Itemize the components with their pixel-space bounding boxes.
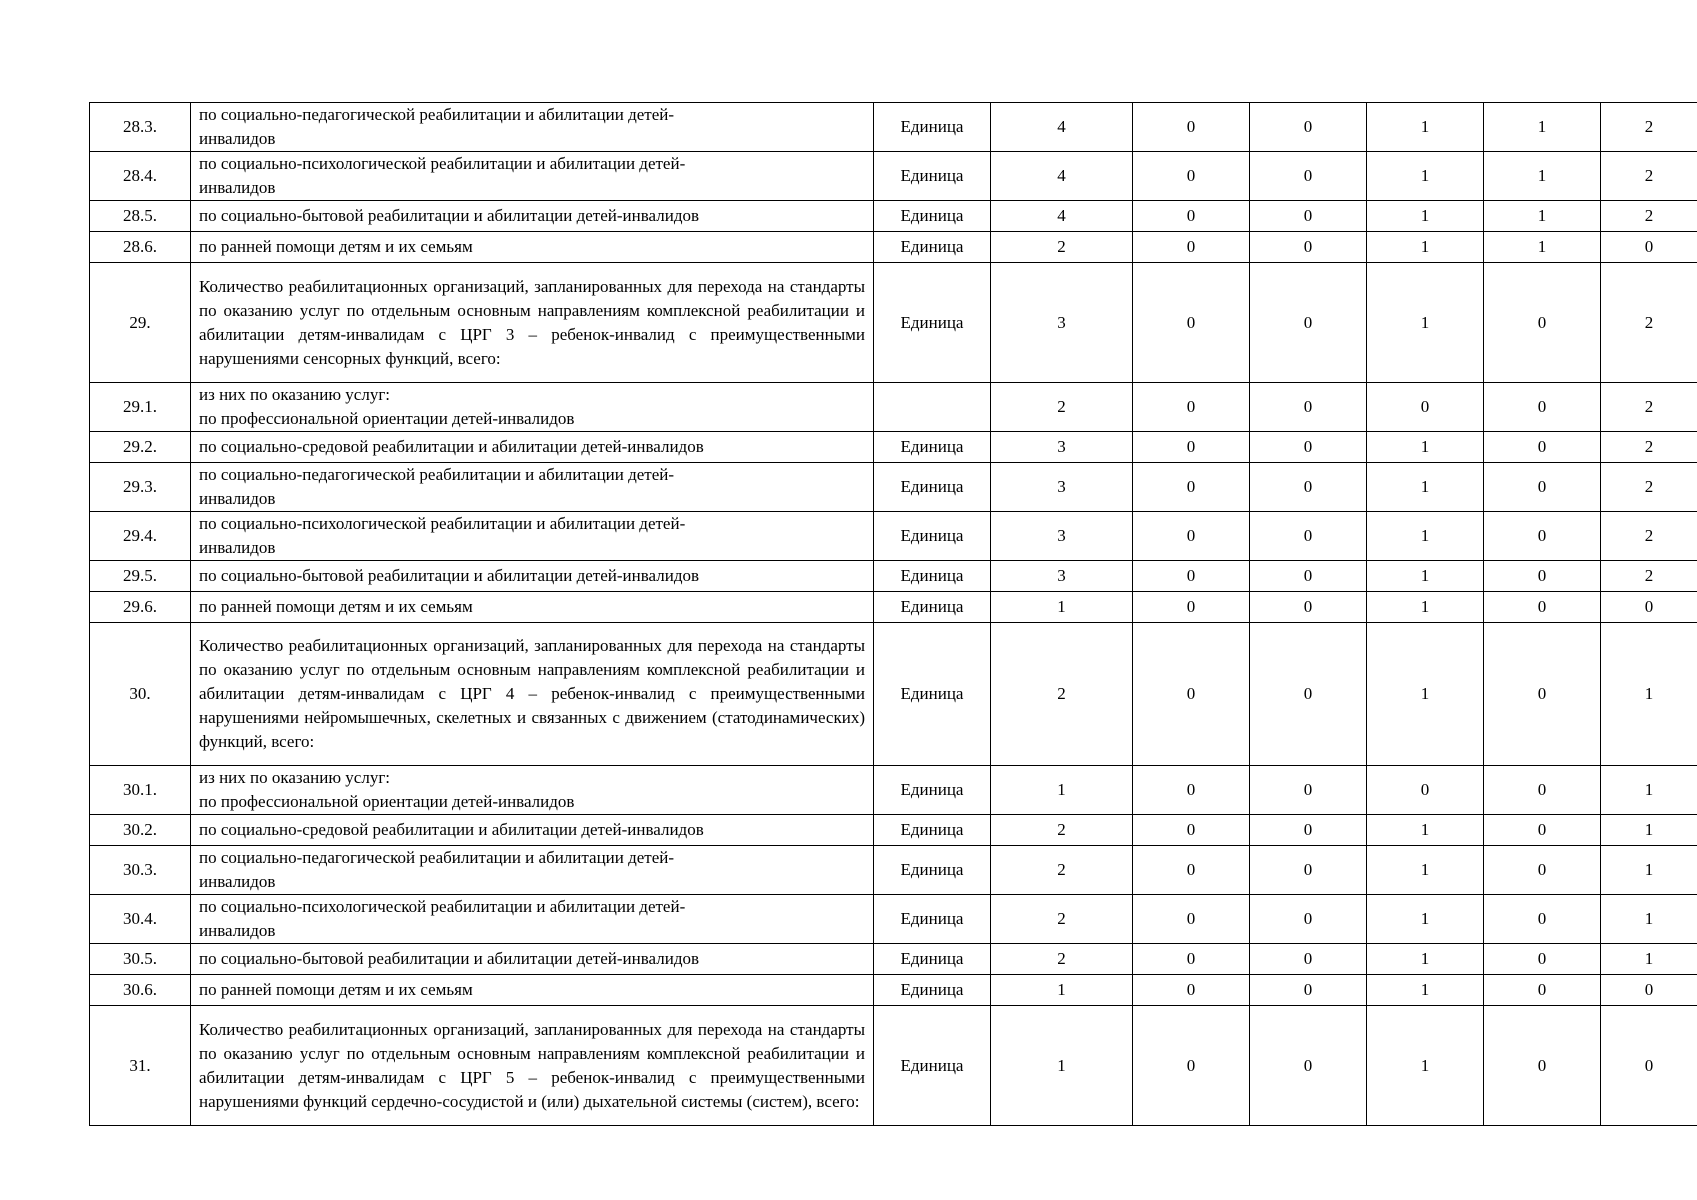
unit-cell: Единица: [874, 561, 991, 592]
value-cell: 1: [1367, 201, 1484, 232]
value-cell: 3: [991, 263, 1133, 383]
value-cell: 0: [1601, 975, 1697, 1006]
table-row: [90, 766, 1697, 815]
row-number: 30.2.: [90, 815, 191, 846]
value-cell: 1: [1367, 512, 1484, 561]
table-row: [90, 1006, 1697, 1126]
value-cell: 3: [991, 432, 1133, 463]
table-body: [90, 103, 1697, 1126]
value-cell: 2: [1601, 263, 1697, 383]
value-cell: 0: [1601, 232, 1697, 263]
value-cell: 0: [1133, 432, 1250, 463]
value-cell: 2: [991, 383, 1133, 432]
value-cell: 0: [1250, 201, 1367, 232]
value-cell: 0: [1250, 103, 1367, 152]
table-row: [90, 383, 1697, 432]
row-number: 29.5.: [90, 561, 191, 592]
value-cell: 0: [1484, 263, 1601, 383]
value-cell: 0: [1484, 561, 1601, 592]
value-cell: 1: [1367, 561, 1484, 592]
value-cell: 1: [1367, 592, 1484, 623]
value-cell: 2: [1601, 201, 1697, 232]
unit-cell: Единица: [874, 232, 991, 263]
table-row: [90, 944, 1697, 975]
indicator-text: по социально-бытовой реабилитации и абилитации детей-инвалидов: [191, 561, 874, 592]
table-row: [90, 201, 1697, 232]
row-number: 28.5.: [90, 201, 191, 232]
table-row: [90, 592, 1697, 623]
value-cell: 0: [1601, 1006, 1697, 1126]
unit-cell: Единица: [874, 463, 991, 512]
indicator-text: по социально-средовой реабилитации и абилитации детей-инвалидов: [191, 815, 874, 846]
row-number: 28.6.: [90, 232, 191, 263]
row-number: 28.3.: [90, 103, 191, 152]
row-number: 29.: [90, 263, 191, 383]
indicator-text: Количество реабилитационных организаций, запланированных для перехода на стандарты по оказанию услуг по отдельным основным направлениям комплексной реабилитации и абилитации детям-инвалидам с ЦРГ 3 – ребенок-инвалид с преимущественными нарушениями сенсорных функций, всего:: [191, 263, 874, 383]
value-cell: 1: [1367, 944, 1484, 975]
table-row: [90, 846, 1697, 895]
unit-cell: Единица: [874, 1006, 991, 1126]
value-cell: 0: [1484, 623, 1601, 766]
value-cell: 2: [991, 846, 1133, 895]
row-number: 30.4.: [90, 895, 191, 944]
value-cell: 1: [1601, 815, 1697, 846]
value-cell: 2: [991, 895, 1133, 944]
value-cell: 1: [1601, 944, 1697, 975]
value-cell: 0: [1133, 561, 1250, 592]
value-cell: 0: [1250, 512, 1367, 561]
indicator-text: по ранней помощи детям и их семьям: [191, 232, 874, 263]
row-number: 29.4.: [90, 512, 191, 561]
row-number: 29.3.: [90, 463, 191, 512]
value-cell: 0: [1133, 1006, 1250, 1126]
indicator-table: [89, 102, 1697, 1126]
indicator-text: по социально-педагогической реабилитации и абилитации детей- инвалидов: [191, 463, 874, 512]
value-cell: 0: [1133, 975, 1250, 1006]
row-number: 30.1.: [90, 766, 191, 815]
value-cell: 0: [1133, 766, 1250, 815]
value-cell: 0: [1133, 512, 1250, 561]
unit-cell: Единица: [874, 432, 991, 463]
table-row: [90, 263, 1697, 383]
value-cell: 0: [1250, 944, 1367, 975]
value-cell: 0: [1250, 232, 1367, 263]
value-cell: 0: [1484, 815, 1601, 846]
value-cell: 0: [1133, 152, 1250, 201]
indicator-text: по ранней помощи детям и их семьям: [191, 975, 874, 1006]
table-row: [90, 975, 1697, 1006]
table-row: [90, 895, 1697, 944]
value-cell: 2: [991, 944, 1133, 975]
value-cell: 0: [1250, 383, 1367, 432]
value-cell: 2: [991, 623, 1133, 766]
value-cell: 1: [1484, 232, 1601, 263]
row-number: 30.3.: [90, 846, 191, 895]
value-cell: 1: [1367, 623, 1484, 766]
value-cell: 0: [1484, 846, 1601, 895]
value-cell: 0: [1133, 463, 1250, 512]
row-number: 29.6.: [90, 592, 191, 623]
value-cell: 1: [991, 975, 1133, 1006]
value-cell: 4: [991, 201, 1133, 232]
value-cell: 0: [1250, 846, 1367, 895]
indicator-text: по социально-средовой реабилитации и абилитации детей-инвалидов: [191, 432, 874, 463]
value-cell: 0: [1133, 201, 1250, 232]
value-cell: 2: [1601, 383, 1697, 432]
value-cell: 0: [1484, 1006, 1601, 1126]
indicator-text: по социально-педагогической реабилитации и абилитации детей- инвалидов: [191, 103, 874, 152]
table-row: [90, 463, 1697, 512]
unit-cell: Единица: [874, 201, 991, 232]
value-cell: 0: [1133, 592, 1250, 623]
unit-cell: Единица: [874, 623, 991, 766]
value-cell: 0: [1250, 1006, 1367, 1126]
value-cell: 3: [991, 512, 1133, 561]
row-number: 31.: [90, 1006, 191, 1126]
value-cell: 1: [991, 766, 1133, 815]
value-cell: 0: [1601, 592, 1697, 623]
indicator-text: Количество реабилитационных организаций, запланированных для перехода на стандарты по оказанию услуг по отдельным основным направлениям комплексной реабилитации и абилитации детям-инвалидам с ЦРГ 5 – ребенок-инвалид с преимущественными нарушениями функций сердечно-сосудистой и (или) дыхательной системы (систем), всего:: [191, 1006, 874, 1126]
value-cell: 2: [1601, 463, 1697, 512]
value-cell: 1: [1367, 846, 1484, 895]
row-number: 30.6.: [90, 975, 191, 1006]
value-cell: 1: [1367, 975, 1484, 1006]
value-cell: 0: [1367, 766, 1484, 815]
table-row: [90, 623, 1697, 766]
unit-cell: Единица: [874, 263, 991, 383]
unit-cell: Единица: [874, 895, 991, 944]
value-cell: 1: [1601, 623, 1697, 766]
indicator-text: по социально-педагогической реабилитации и абилитации детей- инвалидов: [191, 846, 874, 895]
value-cell: 0: [1250, 975, 1367, 1006]
value-cell: 0: [1367, 383, 1484, 432]
value-cell: 2: [1601, 561, 1697, 592]
value-cell: 4: [991, 103, 1133, 152]
value-cell: 1: [1367, 895, 1484, 944]
unit-cell: Единица: [874, 766, 991, 815]
row-number: 28.4.: [90, 152, 191, 201]
table-row: [90, 232, 1697, 263]
indicator-text: по социально-психологической реабилитации и абилитации детей- инвалидов: [191, 512, 874, 561]
value-cell: 0: [1250, 623, 1367, 766]
value-cell: 1: [1367, 432, 1484, 463]
table-row: [90, 152, 1697, 201]
unit-cell: Единица: [874, 592, 991, 623]
value-cell: 0: [1133, 623, 1250, 766]
row-number: 30.5.: [90, 944, 191, 975]
row-number: 29.2.: [90, 432, 191, 463]
value-cell: 1: [1484, 103, 1601, 152]
unit-cell: Единица: [874, 152, 991, 201]
row-number: 30.: [90, 623, 191, 766]
value-cell: 0: [1133, 383, 1250, 432]
value-cell: 0: [1484, 592, 1601, 623]
value-cell: 0: [1133, 815, 1250, 846]
value-cell: 0: [1133, 944, 1250, 975]
value-cell: 0: [1484, 895, 1601, 944]
value-cell: 3: [991, 463, 1133, 512]
unit-cell: Единица: [874, 944, 991, 975]
value-cell: 0: [1133, 895, 1250, 944]
value-cell: 0: [1250, 592, 1367, 623]
unit-cell: Единица: [874, 103, 991, 152]
unit-cell: Единица: [874, 815, 991, 846]
unit-cell: Единица: [874, 975, 991, 1006]
value-cell: 1: [1367, 232, 1484, 263]
value-cell: 0: [1484, 432, 1601, 463]
value-cell: 0: [1250, 561, 1367, 592]
value-cell: 3: [991, 561, 1133, 592]
value-cell: 0: [1484, 512, 1601, 561]
unit-cell: Единица: [874, 846, 991, 895]
value-cell: 1: [1367, 103, 1484, 152]
value-cell: 1: [1484, 201, 1601, 232]
indicator-text: по социально-бытовой реабилитации и абилитации детей-инвалидов: [191, 201, 874, 232]
row-number: 29.1.: [90, 383, 191, 432]
value-cell: 0: [1484, 766, 1601, 815]
value-cell: 2: [991, 232, 1133, 263]
value-cell: 0: [1133, 232, 1250, 263]
indicator-text: по социально-психологической реабилитации и абилитации детей- инвалидов: [191, 152, 874, 201]
value-cell: 0: [1133, 846, 1250, 895]
value-cell: 2: [1601, 512, 1697, 561]
value-cell: 2: [1601, 432, 1697, 463]
value-cell: 1: [1367, 263, 1484, 383]
value-cell: 0: [1484, 944, 1601, 975]
value-cell: 0: [1250, 766, 1367, 815]
value-cell: 1: [1601, 895, 1697, 944]
value-cell: 4: [991, 152, 1133, 201]
value-cell: 0: [1250, 432, 1367, 463]
value-cell: 2: [1601, 152, 1697, 201]
value-cell: 2: [991, 815, 1133, 846]
indicator-text: по ранней помощи детям и их семьям: [191, 592, 874, 623]
table-row: [90, 103, 1697, 152]
value-cell: 1: [1367, 152, 1484, 201]
value-cell: 1: [1484, 152, 1601, 201]
value-cell: 1: [1367, 1006, 1484, 1126]
indicator-text: из них по оказанию услуг: по профессиональной ориентации детей-инвалидов: [191, 383, 874, 432]
table-row: [90, 815, 1697, 846]
value-cell: 0: [1484, 975, 1601, 1006]
value-cell: 0: [1133, 263, 1250, 383]
table-row: [90, 561, 1697, 592]
value-cell: 0: [1250, 152, 1367, 201]
table-row: [90, 512, 1697, 561]
value-cell: 0: [1484, 463, 1601, 512]
value-cell: 0: [1250, 895, 1367, 944]
value-cell: 2: [1601, 103, 1697, 152]
table-row: [90, 432, 1697, 463]
indicator-text: по социально-психологической реабилитации и абилитации детей- инвалидов: [191, 895, 874, 944]
value-cell: 0: [1250, 815, 1367, 846]
value-cell: 1: [1367, 463, 1484, 512]
unit-cell: Единица: [874, 512, 991, 561]
unit-cell: [874, 383, 991, 432]
value-cell: 1: [1601, 766, 1697, 815]
value-cell: 0: [1133, 103, 1250, 152]
value-cell: 0: [1250, 463, 1367, 512]
value-cell: 1: [1601, 846, 1697, 895]
indicator-text: Количество реабилитационных организаций, запланированных для перехода на стандарты по оказанию услуг по отдельным основным направлениям комплексной реабилитации и абилитации детям-инвалидам с ЦРГ 4 – ребенок-инвалид с преимущественными нарушениями нейромышечных, скелетных и связанных с движением (статодинамических) функций, всего:: [191, 623, 874, 766]
value-cell: 1: [991, 592, 1133, 623]
indicator-text: по социально-бытовой реабилитации и абилитации детей-инвалидов: [191, 944, 874, 975]
value-cell: 1: [991, 1006, 1133, 1126]
indicator-text: из них по оказанию услуг: по профессиональной ориентации детей-инвалидов: [191, 766, 874, 815]
value-cell: 1: [1367, 815, 1484, 846]
value-cell: 0: [1250, 263, 1367, 383]
value-cell: 0: [1484, 383, 1601, 432]
